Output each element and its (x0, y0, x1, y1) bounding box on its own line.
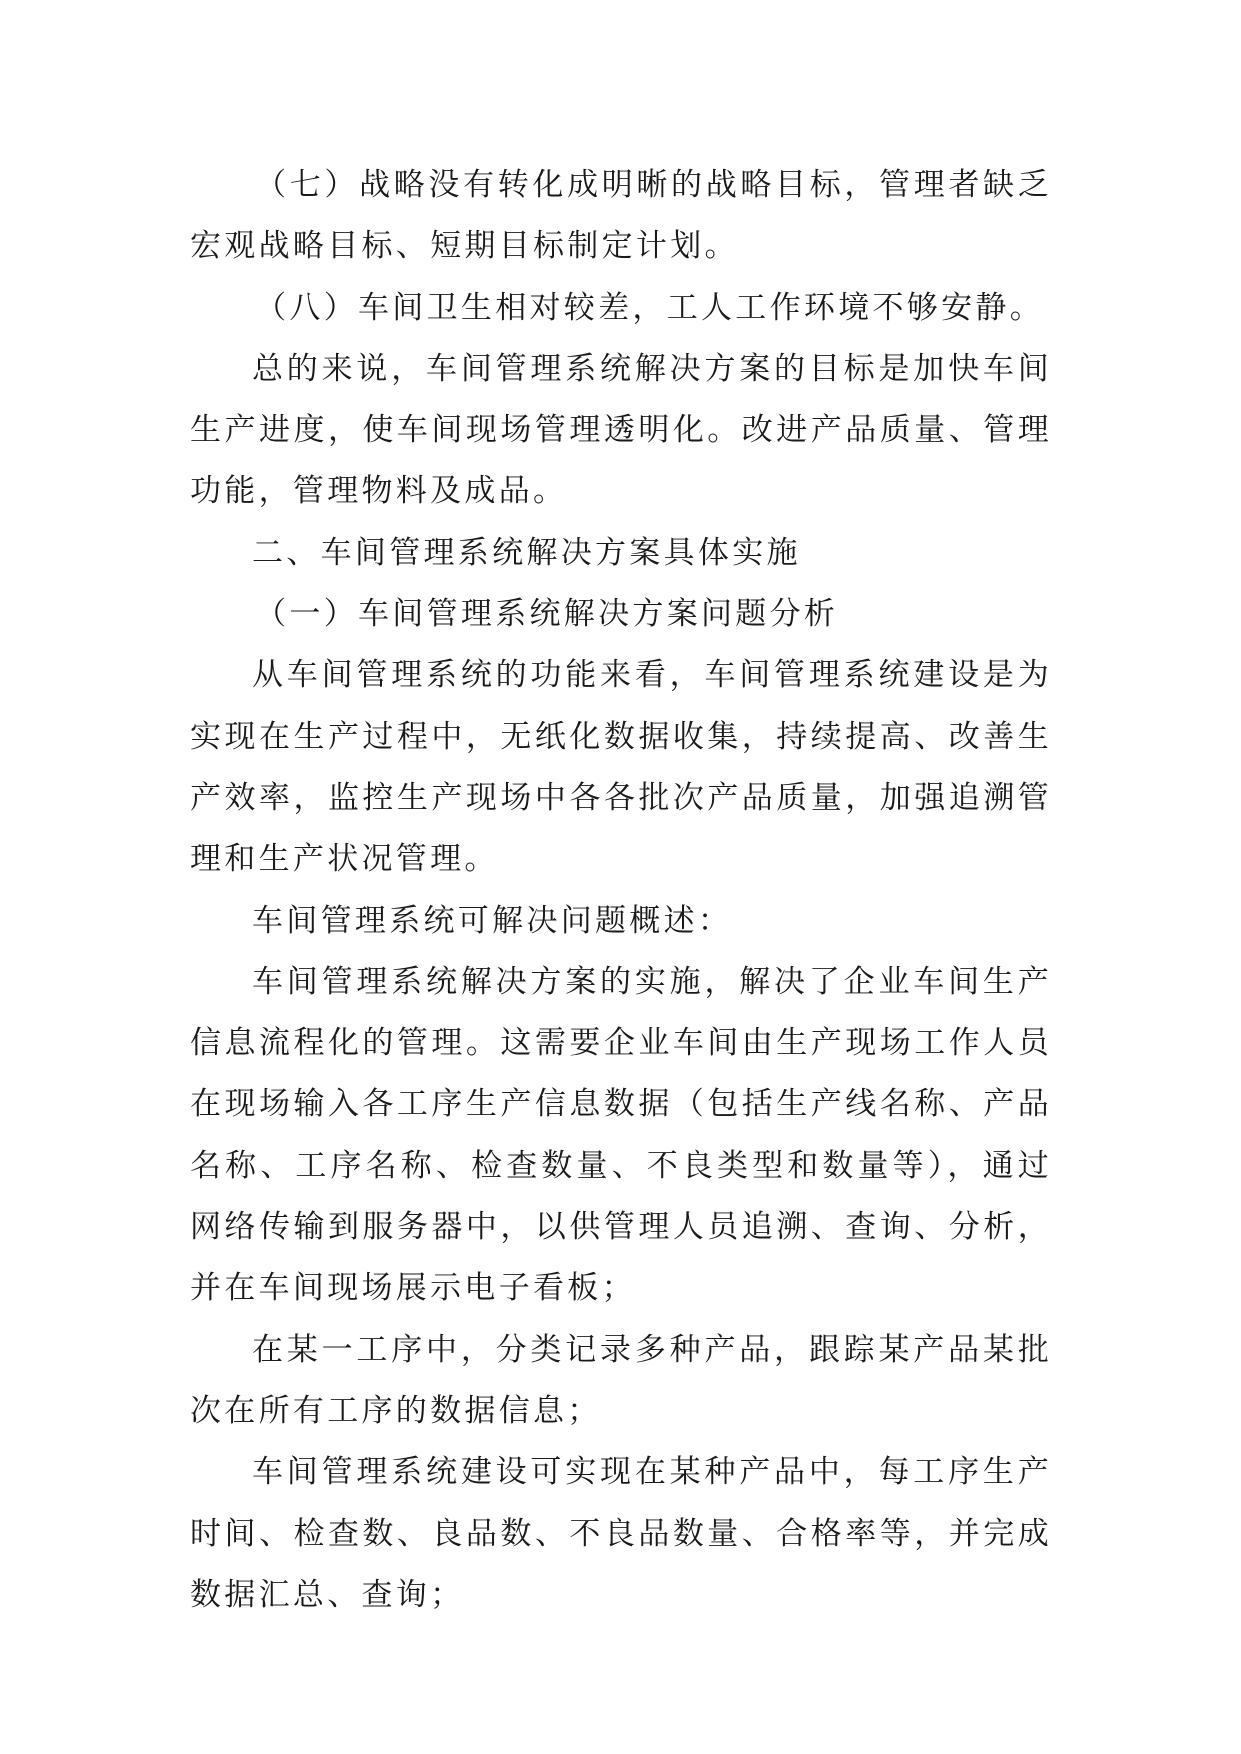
paragraph-data-summary: 车间管理系统建设可实现在某种产品中，每工序生产时间、检查数、良品数、不良品数量、合格率等，并完成数据汇总、查询； (190, 1454, 1052, 1613)
paragraph-system-function: 从车间管理系统的功能来看，车间管理系统建设是为实现在生产过程中，无纸化数据收集，持续提高、改善生产效率，监控生产现场中各各批次产品质量，加强追溯管理和生产状况管理。 (190, 657, 1052, 878)
paragraph-solvable-problems-title: 车间管理系统可解决问题概述： (252, 902, 733, 939)
paragraph-implementation-detail: 车间管理系统解决方案的实施，解决了企业车间生产信息流程化的管理。这需要企业车间由生产现场工作人员在现场输入各工序生产信息数据（包括生产线名称、产品名称、工序名称、检查数量、不良类型和数量等），通过网络传输到服务器中，以供管理人员追溯、查询、分析，并在车间现场展示电子看板； (190, 963, 1052, 1307)
paragraph-process-tracking: 在某一工序中，分类记录多种产品，跟踪某产品某批次在所有工序的数据信息； (190, 1331, 1052, 1429)
paragraph-hygiene-issue: （八）车间卫生相对较差，工人工作环境不够安静。 (255, 289, 1044, 326)
section-heading-implementation: 二、车间管理系统解决方案具体实施 (252, 534, 801, 571)
document-body (190, 155, 1052, 1626)
paragraph-strategy-issue: （七）战略没有转化成明晰的战略目标，管理者缺乏宏观战略目标、短期目标制定计划。 (190, 167, 1052, 265)
paragraph-summary: 总的来说，车间管理系统解决方案的目标是加快车间生产进度，使车间现场管理透明化。改进产品质量、管理功能，管理物料及成品。 (190, 350, 1052, 510)
subsection-heading-problem-analysis: （一）车间管理系统解决方案问题分析 (255, 596, 839, 633)
